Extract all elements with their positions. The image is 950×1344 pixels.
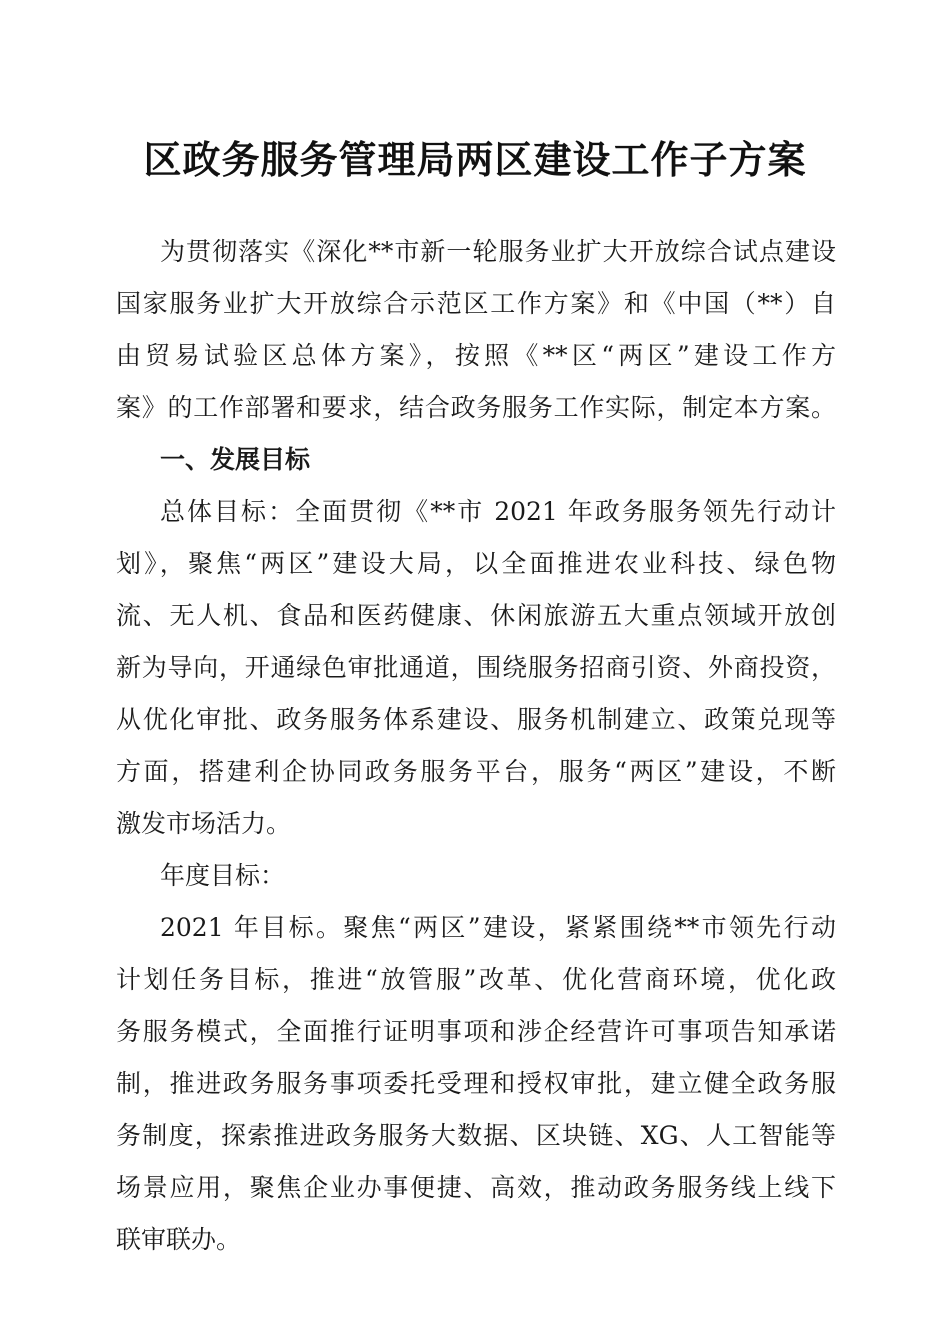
goal-2021-line: 联审联办。 bbox=[116, 1225, 242, 1254]
paragraph-1-line: 由贸易试验区总体方案》，按照《**区“两区”建设工作方 bbox=[116, 341, 836, 370]
goal-2021-line: 2021 年目标。聚焦“两区”建设，紧紧围绕**市领先行动 bbox=[160, 913, 836, 942]
goal-2021-line: 制，推进政务服务事项委托受理和授权审批，建立健全政务服 bbox=[116, 1069, 836, 1098]
paragraph-1-line: 国家服务业扩大开放综合示范区工作方案》和《中国（**）自 bbox=[116, 289, 836, 318]
paragraph-1-line: 为贯彻落实《深化**市新一轮服务业扩大开放综合试点建设 bbox=[160, 237, 836, 266]
document-title: 区政务服务管理局两区建设工作子方案 bbox=[143, 137, 807, 182]
overall-goal-line: 总体目标：全面贯彻《**市 2021 年政务服务领先行动计 bbox=[160, 497, 836, 526]
overall-goal-line: 划》，聚焦“两区”建设大局，以全面推进农业科技、绿色物 bbox=[116, 549, 836, 578]
overall-goal-line: 从优化审批、政务服务体系建设、服务机制建立、政策兑现等 bbox=[116, 705, 836, 734]
overall-goal-line: 方面，搭建利企协同政务服务平台，服务“两区”建设，不断 bbox=[116, 757, 836, 786]
goal-2021-line: 计划任务目标，推进“放管服”改革、优化营商环境，优化政 bbox=[116, 965, 836, 994]
overall-goal-line: 流、无人机、食品和医药健康、休闲旅游五大重点领域开放创 bbox=[116, 601, 836, 630]
goal-2021-line: 务服务模式，全面推行证明事项和涉企经营许可事项告知承诺 bbox=[116, 1017, 836, 1046]
document-body bbox=[116, 232, 836, 1272]
overall-goal-line: 激发市场活力。 bbox=[116, 809, 292, 838]
section-heading: 一、发展目标 bbox=[160, 445, 311, 474]
overall-goal-line: 新为导向，开通绿色审批通道，围绕服务招商引资、外商投资， bbox=[116, 653, 836, 682]
goal-2021-line: 场景应用，聚焦企业办事便捷、高效，推动政务服务线上线下 bbox=[116, 1173, 836, 1202]
annual-goal-label: 年度目标： bbox=[160, 861, 286, 890]
goal-2021-line: 务制度，探索推进政务服务大数据、区块链、XG、人工智能等 bbox=[116, 1121, 836, 1150]
paragraph-1-line: 案》的工作部署和要求，结合政务服务工作实际，制定本方案。 bbox=[116, 393, 836, 422]
